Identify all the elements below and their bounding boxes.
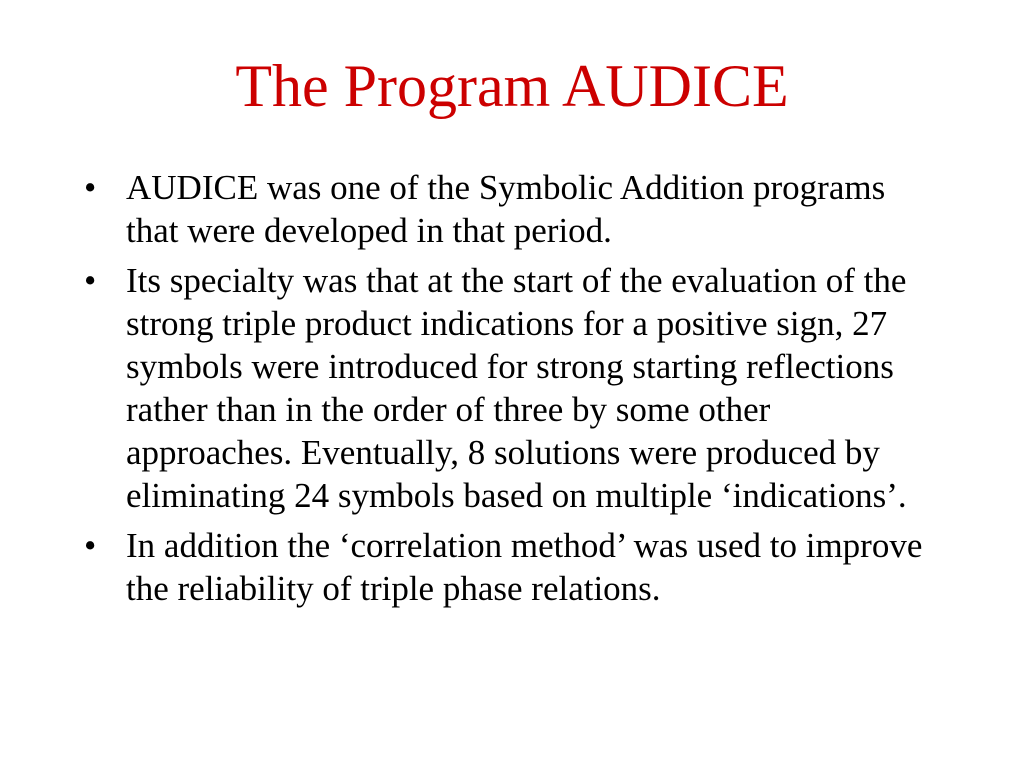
slide-title: The Program AUDICE (235, 53, 789, 119)
bullet-text-1: AUDICE was one of the Symbolic Addition programs that were developed in that period. (126, 168, 886, 250)
bullet-dot-icon: • (84, 261, 97, 300)
bullet-item-2 (82, 259, 932, 517)
bullet-text-2: Its specialty was that at the start of the evaluation of the strong triple product indications for a positive sign, 27 symbols were introduced for strong starting reflections rather than in the order of three by some other approaches. Eventually, 8 solutions were produced by eliminating 24 symbols based on multiple ‘indications’. (126, 261, 907, 515)
bullet-dot-icon: • (84, 526, 97, 565)
bullet-item-1 (82, 166, 932, 252)
bullet-text-3: In addition the ‘correlation method’ was used to improve the reliability of triple phase relations. (126, 526, 923, 608)
bullet-dot-icon: • (84, 168, 97, 207)
bullet-item-3 (82, 524, 932, 610)
bullet-list (82, 166, 932, 617)
